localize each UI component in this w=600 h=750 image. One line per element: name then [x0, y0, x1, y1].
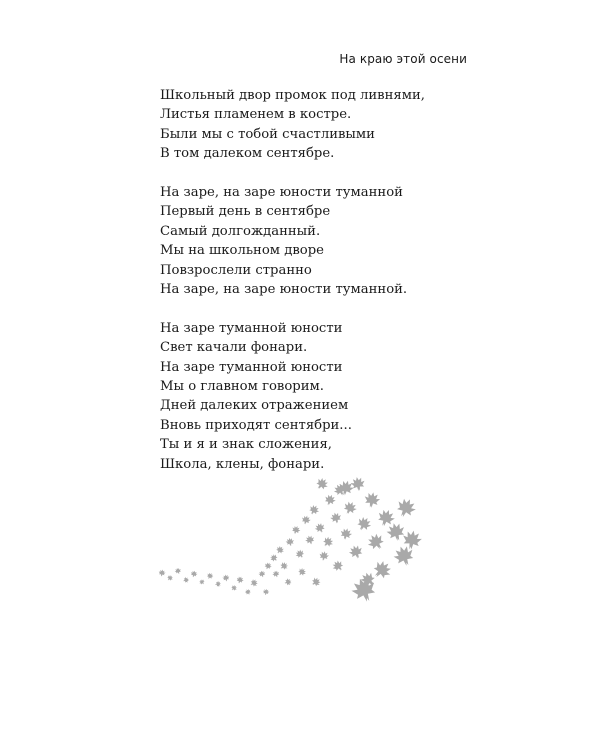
leaf-icon: [318, 550, 329, 561]
leaf-icon: [182, 576, 190, 584]
leaf-icon: [235, 575, 244, 584]
stanza-1: [160, 86, 480, 164]
leaf-icon: [283, 577, 292, 586]
poem-line: На заре, на заре юности туманной: [160, 185, 403, 201]
leaf-icon: [365, 531, 388, 554]
leaf-icon: [401, 529, 423, 551]
leaf-icon: [262, 588, 269, 595]
poem-line: Дней далеких отражением: [160, 398, 349, 414]
leaf-icon: [244, 588, 252, 596]
poem-line: Повзрослели странно: [160, 262, 312, 278]
leaf-icon: [313, 521, 326, 534]
poem: [160, 86, 480, 493]
running-header: На краю этой осени: [339, 52, 467, 66]
leaf-icon: [310, 576, 323, 589]
leaf-icon: [222, 574, 230, 582]
leaf-icon: [296, 566, 307, 577]
poem-line: Были мы с тобой счастливыми: [160, 126, 375, 142]
leaf-icon: [190, 570, 198, 578]
leaf-icon: [166, 574, 174, 582]
leaf-icon: [158, 569, 166, 577]
leaf-icon: [314, 476, 331, 493]
leaf-icon: [363, 491, 381, 509]
leaf-icon: [285, 537, 295, 547]
stanza-2: [160, 183, 480, 299]
poem-line: Ты и я и знак сложения,: [160, 437, 332, 453]
poem-line: Мы на школьном дворе: [160, 243, 324, 259]
leaf-icon: [300, 514, 311, 525]
leaf-icon: [307, 503, 321, 517]
leaf-icon: [350, 476, 366, 492]
leaf-icon: [341, 499, 358, 516]
leaf-icon: [249, 578, 259, 588]
leaf-icon: [339, 527, 353, 541]
leaf-icon: [263, 561, 273, 571]
leaf-icon: [198, 578, 206, 586]
leaf-icon: [272, 570, 281, 579]
leaf-icon: [385, 521, 407, 543]
leaf-icon: [278, 560, 289, 571]
leaf-icon: [347, 543, 364, 560]
falling-leaves-icon: [150, 470, 450, 620]
poem-line: Мы о главном говорим.: [160, 379, 324, 395]
leaf-icon: [391, 543, 417, 569]
leaf-icon: [215, 581, 222, 588]
leaf-icon: [274, 544, 285, 555]
leaf-icon: [329, 511, 342, 524]
poem-line: Школа, клены, фонари.: [160, 456, 325, 472]
poem-line: Вновь приходят сентябри...: [160, 417, 352, 433]
leaf-icon: [304, 534, 316, 546]
leaf-icon: [354, 514, 373, 533]
leaf-icon: [321, 535, 336, 550]
poem-line: Школьный двор промок под ливнями,: [160, 88, 425, 103]
poem-line: Свет качали фонари.: [160, 340, 308, 356]
leaf-icon: [258, 570, 266, 578]
poem-line: Самый долгожданный.: [160, 223, 321, 239]
poem-line: Листья пламенем в костре.: [160, 107, 352, 123]
poem-line: На заре туманной юности: [160, 320, 343, 336]
leaf-icon: [393, 495, 418, 520]
stanza-3: [160, 319, 480, 474]
leaf-icon: [330, 558, 345, 573]
leaf-icon: [174, 567, 182, 575]
leaf-icon: [291, 525, 302, 536]
poem-line: В том далеком сентябре.: [160, 146, 335, 162]
leaf-icon: [205, 571, 214, 580]
leaf-icon: [294, 548, 306, 560]
poem-line: На заре туманной юности: [160, 359, 343, 375]
poem-line: На заре, на заре юности туманной.: [160, 282, 408, 298]
leaf-icon: [269, 553, 280, 564]
leaf-icon: [230, 584, 238, 592]
leaf-icon: [323, 493, 337, 507]
poem-line: Первый день в сентябре: [160, 204, 331, 220]
